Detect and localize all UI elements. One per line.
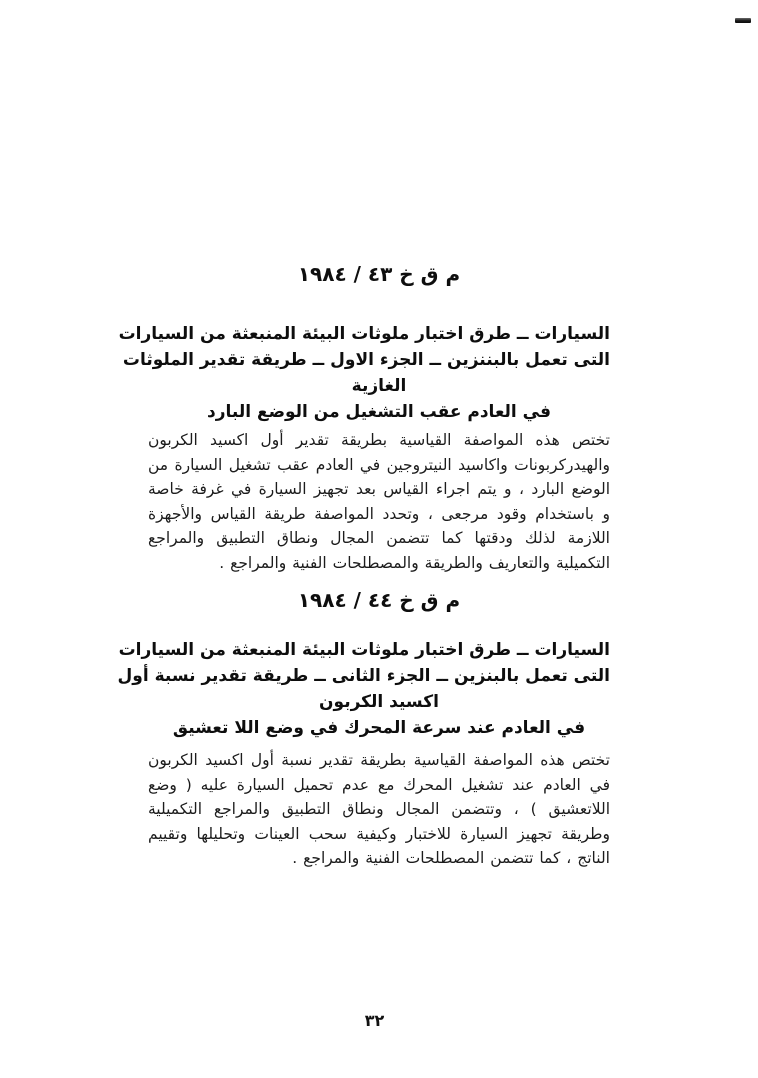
abstract-line: اللاتعشيق ) ، وتتضمن المجال ونطاق التطبيق والمراجع التكميلية bbox=[148, 800, 610, 818]
scan-artifact-dash bbox=[735, 18, 751, 23]
abstract-line: تختص هذه المواصفة القياسية بطريقة تقدير أول اكسيد الكربون bbox=[148, 431, 610, 449]
page-number: ٣٢ bbox=[364, 1011, 385, 1030]
abstract-line: الناتج ، كما تتضمن المصطلحات الفنية والمراجع . bbox=[292, 849, 610, 867]
title-line: السيارات ــ طرق اختبار ملوثات البيئة المنبعثة من السيارات bbox=[118, 640, 610, 660]
standard-number-heading: م ق خ ٤٤ / ١٩٨٤ bbox=[297, 588, 461, 612]
abstract-line: وطريقة تجهيز السيارة للاختبار وكيفية سحب العينات وتحليلها وتقييم bbox=[148, 824, 610, 843]
title-line: في العادم عند سرعة المحرك في وضع اللا تعشيق bbox=[172, 718, 586, 738]
title-line: التى تعمل بالبننزين ــ الجزء الاول ــ طريقة تقدير الملوثات bbox=[122, 350, 610, 370]
title-line: الغازية bbox=[351, 376, 407, 396]
title-line: في العادم عقب التشغيل من الوضع البارد bbox=[207, 402, 551, 422]
abstract-line: والهيدركربونات واكاسيد النيتروجين في العادم عقب تشغيل السيارة من bbox=[148, 455, 610, 474]
standard-number-heading: م ق خ ٤٣ / ١٩٨٤ bbox=[297, 262, 461, 286]
abstract-line: و باستخدام وقود مرجعى ، وتحدد المواصفة طريقة القياس والأجهزة bbox=[148, 504, 610, 523]
standard-title bbox=[117, 637, 610, 741]
abstract-line: الوضع البارد ، و يتم اجراء القياس بعد تجهيز السيارة في غرفة خاصة bbox=[148, 480, 610, 498]
title-line: السيارات ــ طرق اختبار ملوثات البيئة المنبعثة من السيارات bbox=[118, 324, 610, 344]
abstract-line: تختص هذه المواصفة القياسية بطريقة تقدير نسبة أول اكسيد الكربون bbox=[148, 751, 610, 769]
abstract-line: التكميلية والتعاريف والطريقة والمصطلحات الفنية والمراجع . bbox=[219, 553, 610, 572]
standard-abstract bbox=[148, 428, 610, 575]
title-line: اكسيد الكربون bbox=[319, 692, 439, 712]
standard-abstract bbox=[148, 748, 610, 871]
abstract-line: اللازمة لذلك ودقتها كما تتضمن المجال ونطاق التطبيق والمراجع bbox=[148, 529, 610, 547]
standard-title bbox=[118, 321, 610, 425]
abstract-line: في العادم عند تشغيل المحرك مع عدم تحميل السيارة عليه ( وضع bbox=[148, 775, 610, 794]
title-line: التى تعمل بالبنزين ــ الجزء الثانى ــ طريقة تقدير نسبة أول bbox=[117, 666, 610, 686]
